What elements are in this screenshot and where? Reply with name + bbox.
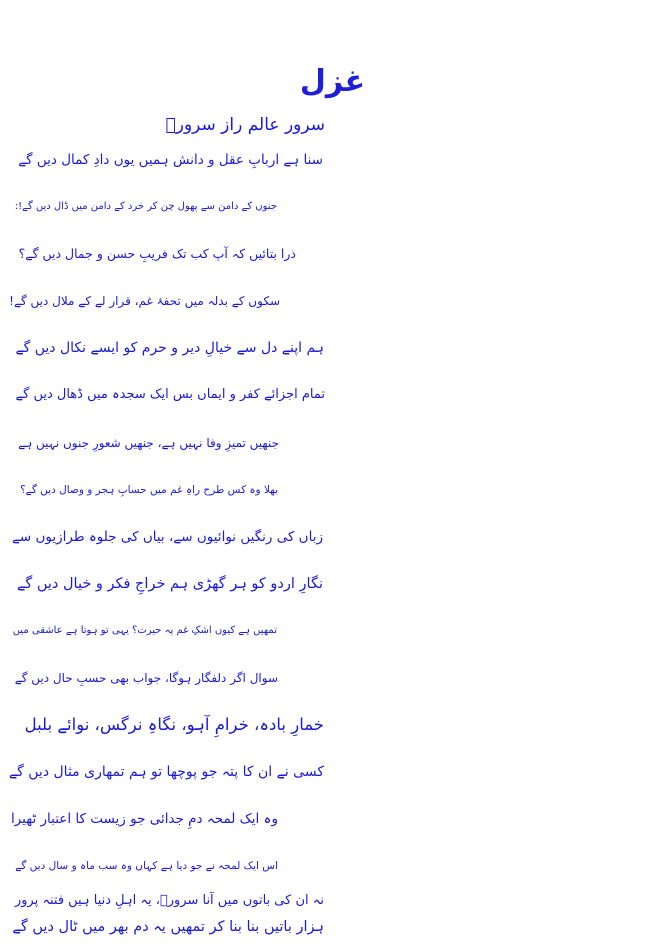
verse-line-7: جنھیں تمیزِ وفا نہیں ہے، جنھیں شعورِ جنوں نہیں ہے [18, 436, 279, 450]
verse-line-4: سکوں کے بدلہ میں تحفۂ غم، قرار لے کے ملال دیں گے! [9, 294, 280, 308]
verse-line-14: کسی نے ان کا پتہ جو پوچھا تو ہم تمھاری مثال دیں گے [8, 764, 324, 780]
verse-line-5: ہم اپنے دل سے خیالِ دیر و حرم کو ایسے نکال دیں گے [15, 340, 324, 356]
verse-line-12: سوال اگر دلفگار ہوگا، جواب بھی حسبِ حال دیں گے [14, 671, 278, 685]
verse-line-8: بھلا وہ کس طرح راہِ غم میں حسابِ ہجر و وصال دیں گے؟ [20, 484, 278, 496]
verse-line-15: وہ ایک لمحہ دمِ جدائی جو زیست کا اعتبار ٹھیرا [10, 811, 278, 827]
verse-line-16: اس ایک لمحہ نے جو دیا ہے کہاں وہ سب ماہ و سال دیں گے [15, 860, 278, 872]
verse-line-3: ذرا بتائیں کہ آپ کب تک فریبِ حسن و جمال دیں گے؟ [18, 246, 296, 261]
verse-line-18: ہزار باتیں بنا بنا کر تمھیں یہ دم بھر میں ٹال دیں گے [12, 919, 324, 935]
verse-line-13: خمارِ بادہ، خرامِ آہو، نگاہِ نرگس، نوائے بلبل [24, 715, 324, 734]
author-name: سرور عالم راز سرورؔ [165, 115, 325, 135]
verse-line-9: زباں کی رنگیں نوائیوں سے، بیاں کی جلوہ طرازیوں سے [11, 529, 323, 545]
verse-line-6: تمام اجزائے کفر و ایماں بس ایک سجدہ میں ڈھال دیں گے [15, 387, 325, 402]
verse-line-17: نہ ان کی باتوں میں آنا سرورؔ، یہ اہلِ دنیا ہیں فتنہ پرور [14, 893, 324, 908]
page-title: غزل [299, 64, 366, 99]
verse-line-1: سنا ہے اربابِ عقل و دانش ہمیں یوں دادِ کمال دیں گے [18, 152, 323, 168]
verse-line-11: تمھیں ہے کیوں اشکِ غم پہ حیرت؟ یہی تو ہوتا ہے عاشقی میں [12, 625, 277, 636]
verse-line-10: نگارِ اردو کو ہر گھڑی ہم خراجِ فکر و خیال دیں گے [16, 576, 323, 592]
verse-line-2: جنوں کے دامن سے پھول چن کر خرد کے دامن میں ڈال دیں گے!: [14, 201, 277, 212]
